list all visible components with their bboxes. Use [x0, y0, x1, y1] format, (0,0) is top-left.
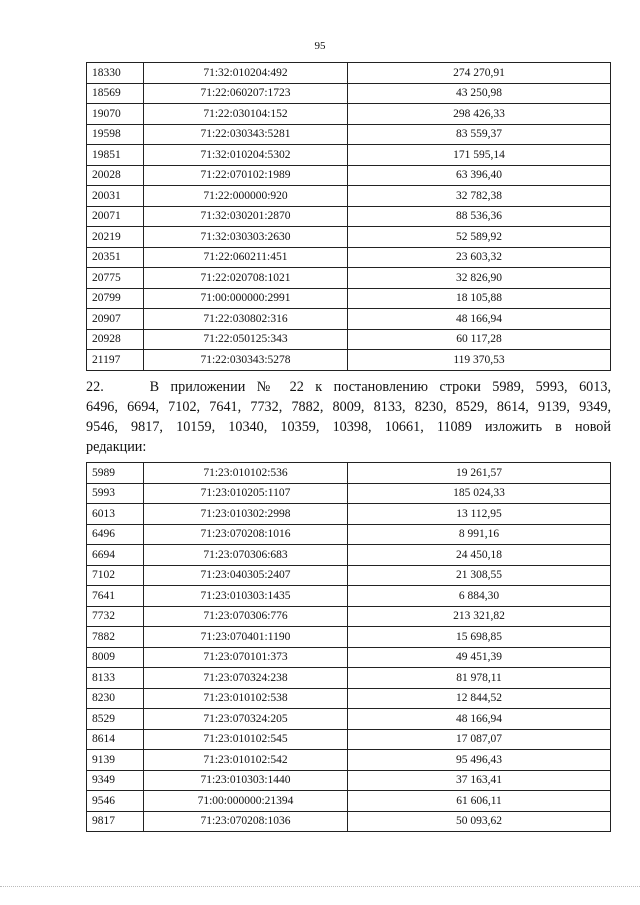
- row-number-cell: 20031: [87, 186, 144, 207]
- row-number-cell: 20219: [87, 227, 144, 248]
- value-cell: 17 087,07: [348, 729, 611, 750]
- row-number-cell: 20028: [87, 165, 144, 186]
- value-cell: 52 589,92: [348, 227, 611, 248]
- table-row: [87, 668, 611, 689]
- paragraph-line-3: 9546, 9817, 10159, 10340, 10359, 10398, 10661, 11089 изложить в новой: [86, 419, 611, 435]
- cadastral-number-cell: 71:22:020708:1021: [144, 268, 348, 289]
- cadastral-number-cell: 71:32:010204:492: [144, 63, 348, 84]
- cadastral-number-cell: 71:23:010302:2998: [144, 504, 348, 525]
- paragraph-amendment: [86, 377, 611, 457]
- table-row: [87, 206, 611, 227]
- table-row: [87, 145, 611, 166]
- cadastral-number-cell: 71:22:030802:316: [144, 309, 348, 330]
- row-number-cell: 21197: [87, 350, 144, 371]
- cadastral-number-cell: 71:23:010102:538: [144, 688, 348, 709]
- cadastral-number-cell: 71:23:010102:536: [144, 463, 348, 484]
- table-row: [87, 729, 611, 750]
- row-number-cell: 8614: [87, 729, 144, 750]
- row-number-cell: 20907: [87, 309, 144, 330]
- cadastral-number-cell: 71:23:070306:683: [144, 545, 348, 566]
- row-number-cell: 20928: [87, 329, 144, 350]
- table-row: [87, 750, 611, 771]
- row-number-cell: 7732: [87, 606, 144, 627]
- value-cell: 13 112,95: [348, 504, 611, 525]
- table-row: [87, 688, 611, 709]
- value-cell: 6 884,30: [348, 586, 611, 607]
- row-number-cell: 5989: [87, 463, 144, 484]
- row-number-cell: 9546: [87, 791, 144, 812]
- value-cell: 185 024,33: [348, 483, 611, 504]
- value-cell: 81 978,11: [348, 668, 611, 689]
- value-cell: 8 991,16: [348, 524, 611, 545]
- table-row: [87, 247, 611, 268]
- row-number-cell: 20071: [87, 206, 144, 227]
- row-number-cell: 7102: [87, 565, 144, 586]
- row-number-cell: 8529: [87, 709, 144, 730]
- value-cell: 83 559,37: [348, 124, 611, 145]
- cadastral-number-cell: 71:23:070208:1036: [144, 811, 348, 832]
- cadastral-number-cell: 71:23:070306:776: [144, 606, 348, 627]
- cadastral-number-cell: 71:22:050125:343: [144, 329, 348, 350]
- table-row: [87, 165, 611, 186]
- row-number-cell: 9349: [87, 770, 144, 791]
- value-cell: 21 308,55: [348, 565, 611, 586]
- table-row: [87, 268, 611, 289]
- table-row: [87, 606, 611, 627]
- table-top: [86, 62, 611, 371]
- cadastral-number-cell: 71:22:030343:5278: [144, 350, 348, 371]
- table-row: [87, 227, 611, 248]
- value-cell: 43 250,98: [348, 83, 611, 104]
- cadastral-number-cell: 71:22:060211:451: [144, 247, 348, 268]
- value-cell: 49 451,39: [348, 647, 611, 668]
- cadastral-number-cell: 71:22:030104:152: [144, 104, 348, 125]
- table-bottom-body: [87, 463, 611, 832]
- cadastral-number-cell: 71:23:010303:1435: [144, 586, 348, 607]
- table-row: [87, 524, 611, 545]
- value-cell: 37 163,41: [348, 770, 611, 791]
- table-row: [87, 63, 611, 84]
- table-row: [87, 647, 611, 668]
- table-row: [87, 811, 611, 832]
- value-cell: 50 093,62: [348, 811, 611, 832]
- cadastral-number-cell: 71:22:030343:5281: [144, 124, 348, 145]
- table-bottom: [86, 462, 611, 832]
- cadastral-number-cell: 71:23:040305:2407: [144, 565, 348, 586]
- value-cell: 24 450,18: [348, 545, 611, 566]
- cadastral-number-cell: 71:23:010205:1107: [144, 483, 348, 504]
- table-row: [87, 709, 611, 730]
- value-cell: 119 370,53: [348, 350, 611, 371]
- footer-rule: [0, 886, 640, 888]
- cadastral-number-cell: 71:23:070324:205: [144, 709, 348, 730]
- cadastral-number-cell: 71:23:070324:238: [144, 668, 348, 689]
- table-row: [87, 770, 611, 791]
- row-number-cell: 6496: [87, 524, 144, 545]
- row-number-cell: 20775: [87, 268, 144, 289]
- value-cell: 298 426,33: [348, 104, 611, 125]
- table-row: [87, 504, 611, 525]
- cadastral-number-cell: 71:32:010204:5302: [144, 145, 348, 166]
- row-number-cell: 8133: [87, 668, 144, 689]
- table-row: [87, 463, 611, 484]
- page-number: 95: [314, 40, 326, 52]
- value-cell: 274 270,91: [348, 63, 611, 84]
- value-cell: 48 166,94: [348, 309, 611, 330]
- cadastral-number-cell: 71:23:010102:542: [144, 750, 348, 771]
- cadastral-number-cell: 71:23:010102:545: [144, 729, 348, 750]
- table-row: [87, 329, 611, 350]
- table-row: [87, 288, 611, 309]
- table-row: [87, 83, 611, 104]
- paragraph-line-2: 6496, 6694, 7102, 7641, 7732, 7882, 8009, 8133, 8230, 8529, 8614, 9139, 9349,: [86, 399, 611, 415]
- value-cell: 60 117,28: [348, 329, 611, 350]
- row-number-cell: 8230: [87, 688, 144, 709]
- row-number-cell: 6013: [87, 504, 144, 525]
- cadastral-number-cell: 71:23:070101:373: [144, 647, 348, 668]
- row-number-cell: 7882: [87, 627, 144, 648]
- row-number-cell: 9139: [87, 750, 144, 771]
- row-number-cell: 20351: [87, 247, 144, 268]
- value-cell: 48 166,94: [348, 709, 611, 730]
- paragraph-line-4: редакции:: [86, 439, 147, 455]
- value-cell: 15 698,85: [348, 627, 611, 648]
- value-cell: 95 496,43: [348, 750, 611, 771]
- cadastral-number-cell: 71:00:000000:2991: [144, 288, 348, 309]
- row-number-cell: 7641: [87, 586, 144, 607]
- row-number-cell: 18569: [87, 83, 144, 104]
- value-cell: 12 844,52: [348, 688, 611, 709]
- row-number-cell: 9817: [87, 811, 144, 832]
- cadastral-number-cell: 71:23:010303:1440: [144, 770, 348, 791]
- value-cell: 88 536,36: [348, 206, 611, 227]
- value-cell: 23 603,32: [348, 247, 611, 268]
- table-row: [87, 124, 611, 145]
- value-cell: 19 261,57: [348, 463, 611, 484]
- table-row: [87, 483, 611, 504]
- cadastral-number-cell: 71:32:030303:2630: [144, 227, 348, 248]
- table-row: [87, 586, 611, 607]
- table-row: [87, 627, 611, 648]
- row-number-cell: 8009: [87, 647, 144, 668]
- table-row: [87, 545, 611, 566]
- value-cell: 213 321,82: [348, 606, 611, 627]
- value-cell: 32 782,38: [348, 186, 611, 207]
- value-cell: 61 606,11: [348, 791, 611, 812]
- cadastral-number-cell: 71:22:060207:1723: [144, 83, 348, 104]
- cadastral-number-cell: 71:22:000000:920: [144, 186, 348, 207]
- paragraph-line-1: 22. В приложении № 22 к постановлению строки 5989, 5993, 6013,: [86, 379, 611, 395]
- cadastral-number-cell: 71:32:030201:2870: [144, 206, 348, 227]
- table-row: [87, 104, 611, 125]
- cadastral-number-cell: 71:23:070208:1016: [144, 524, 348, 545]
- value-cell: 63 396,40: [348, 165, 611, 186]
- value-cell: 171 595,14: [348, 145, 611, 166]
- row-number-cell: 6694: [87, 545, 144, 566]
- table-row: [87, 565, 611, 586]
- row-number-cell: 19851: [87, 145, 144, 166]
- table-row: [87, 309, 611, 330]
- table-row: [87, 350, 611, 371]
- table-row: [87, 186, 611, 207]
- row-number-cell: 19070: [87, 104, 144, 125]
- row-number-cell: 20799: [87, 288, 144, 309]
- row-number-cell: 5993: [87, 483, 144, 504]
- value-cell: 18 105,88: [348, 288, 611, 309]
- row-number-cell: 19598: [87, 124, 144, 145]
- row-number-cell: 18330: [87, 63, 144, 84]
- value-cell: 32 826,90: [348, 268, 611, 289]
- cadastral-number-cell: 71:00:000000:21394: [144, 791, 348, 812]
- cadastral-number-cell: 71:23:070401:1190: [144, 627, 348, 648]
- cadastral-number-cell: 71:22:070102:1989: [144, 165, 348, 186]
- table-row: [87, 791, 611, 812]
- table-top-body: [87, 63, 611, 371]
